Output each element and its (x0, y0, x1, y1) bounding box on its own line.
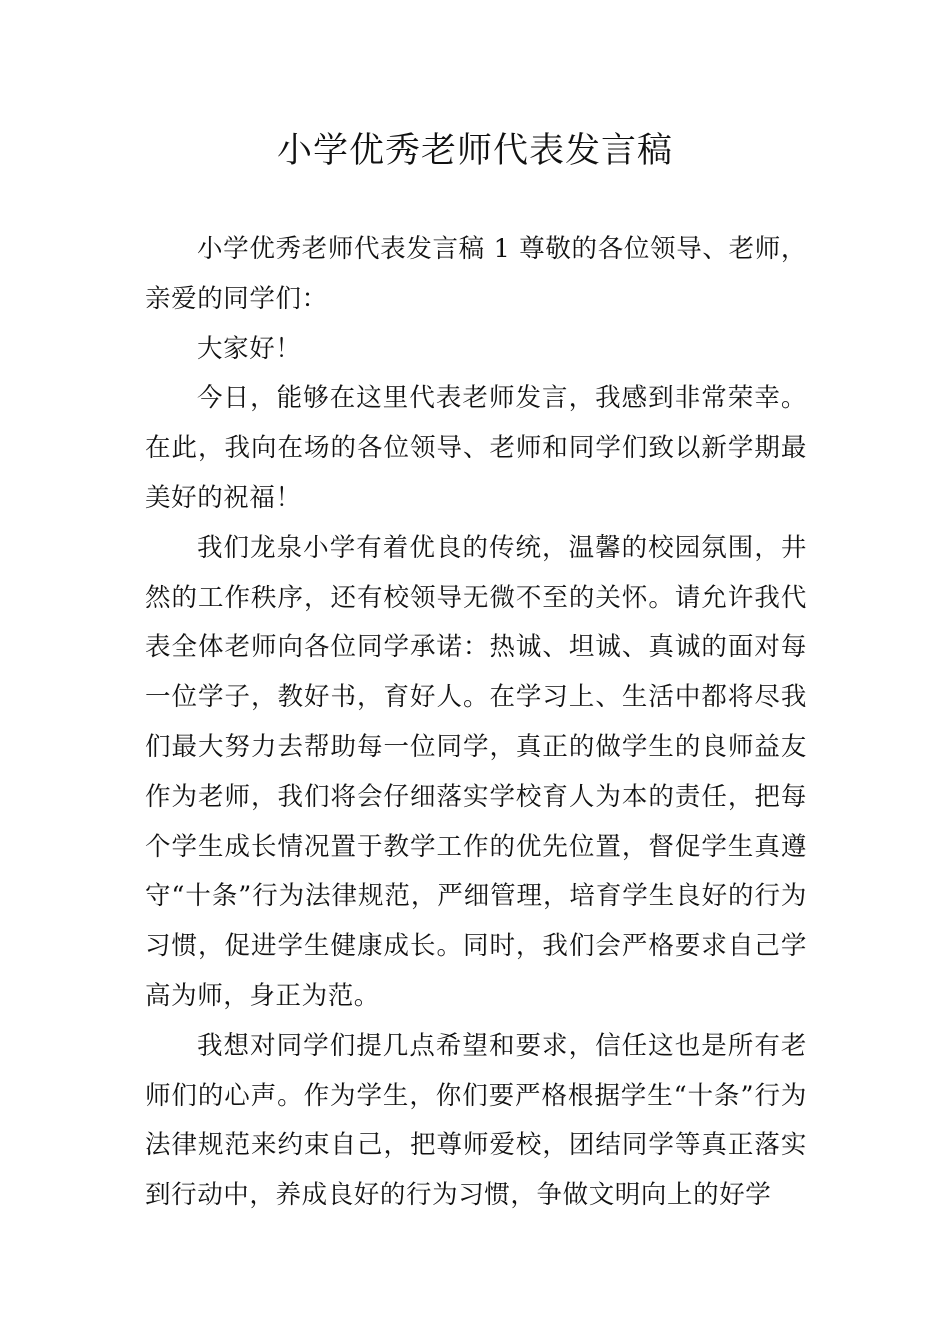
paragraph-hello: 大家好！ (197, 333, 302, 364)
document-body (145, 225, 807, 1221)
paragraph-expectations: 我想对同学们提几点希望和要求，信任这也是所有老师们的心声。作为学生，你们要严格根据学生“十条”行为法律规范来约束自己，把尊师爱校，团结同学等真正落实到行动中，养成良好的行为习惯，争做文明向上的好学 (145, 1030, 807, 1211)
paragraph-commitment: 我们龙泉小学有着优良的传统，温馨的校园氛围，井然的工作秩序，还有校领导无微不至的关怀。请允许我代表全体老师向各位同学承诺：热诚、坦诚、真诚的面对每一位学子，教好书，育好人。在学习上、生活中都将尽我们最大努力去帮助每一位同学，真正的做学生的良师益友作为老师，我们将会仔细落实学校育人为本的责任，把每个学生成长情况置于教学工作的优先位置，督促学生真遵守“十条”行为法律规范，严细管理，培育学生良好的行为习惯，促进学生健康成长。同时，我们会严格要求自己学高为师，身正为范。 (145, 532, 807, 1011)
document-title: 小学优秀老师代表发言稿 (276, 131, 673, 171)
paragraph-opening: 今日，能够在这里代表老师发言，我感到非常荣幸。在此，我向在场的各位领导、老师和同学们致以新学期最美好的祝福！ (145, 383, 807, 513)
paragraph-greeting: 小学优秀老师代表发言稿 1 尊敬的各位领导、老师，亲爱的同学们： (145, 234, 807, 314)
